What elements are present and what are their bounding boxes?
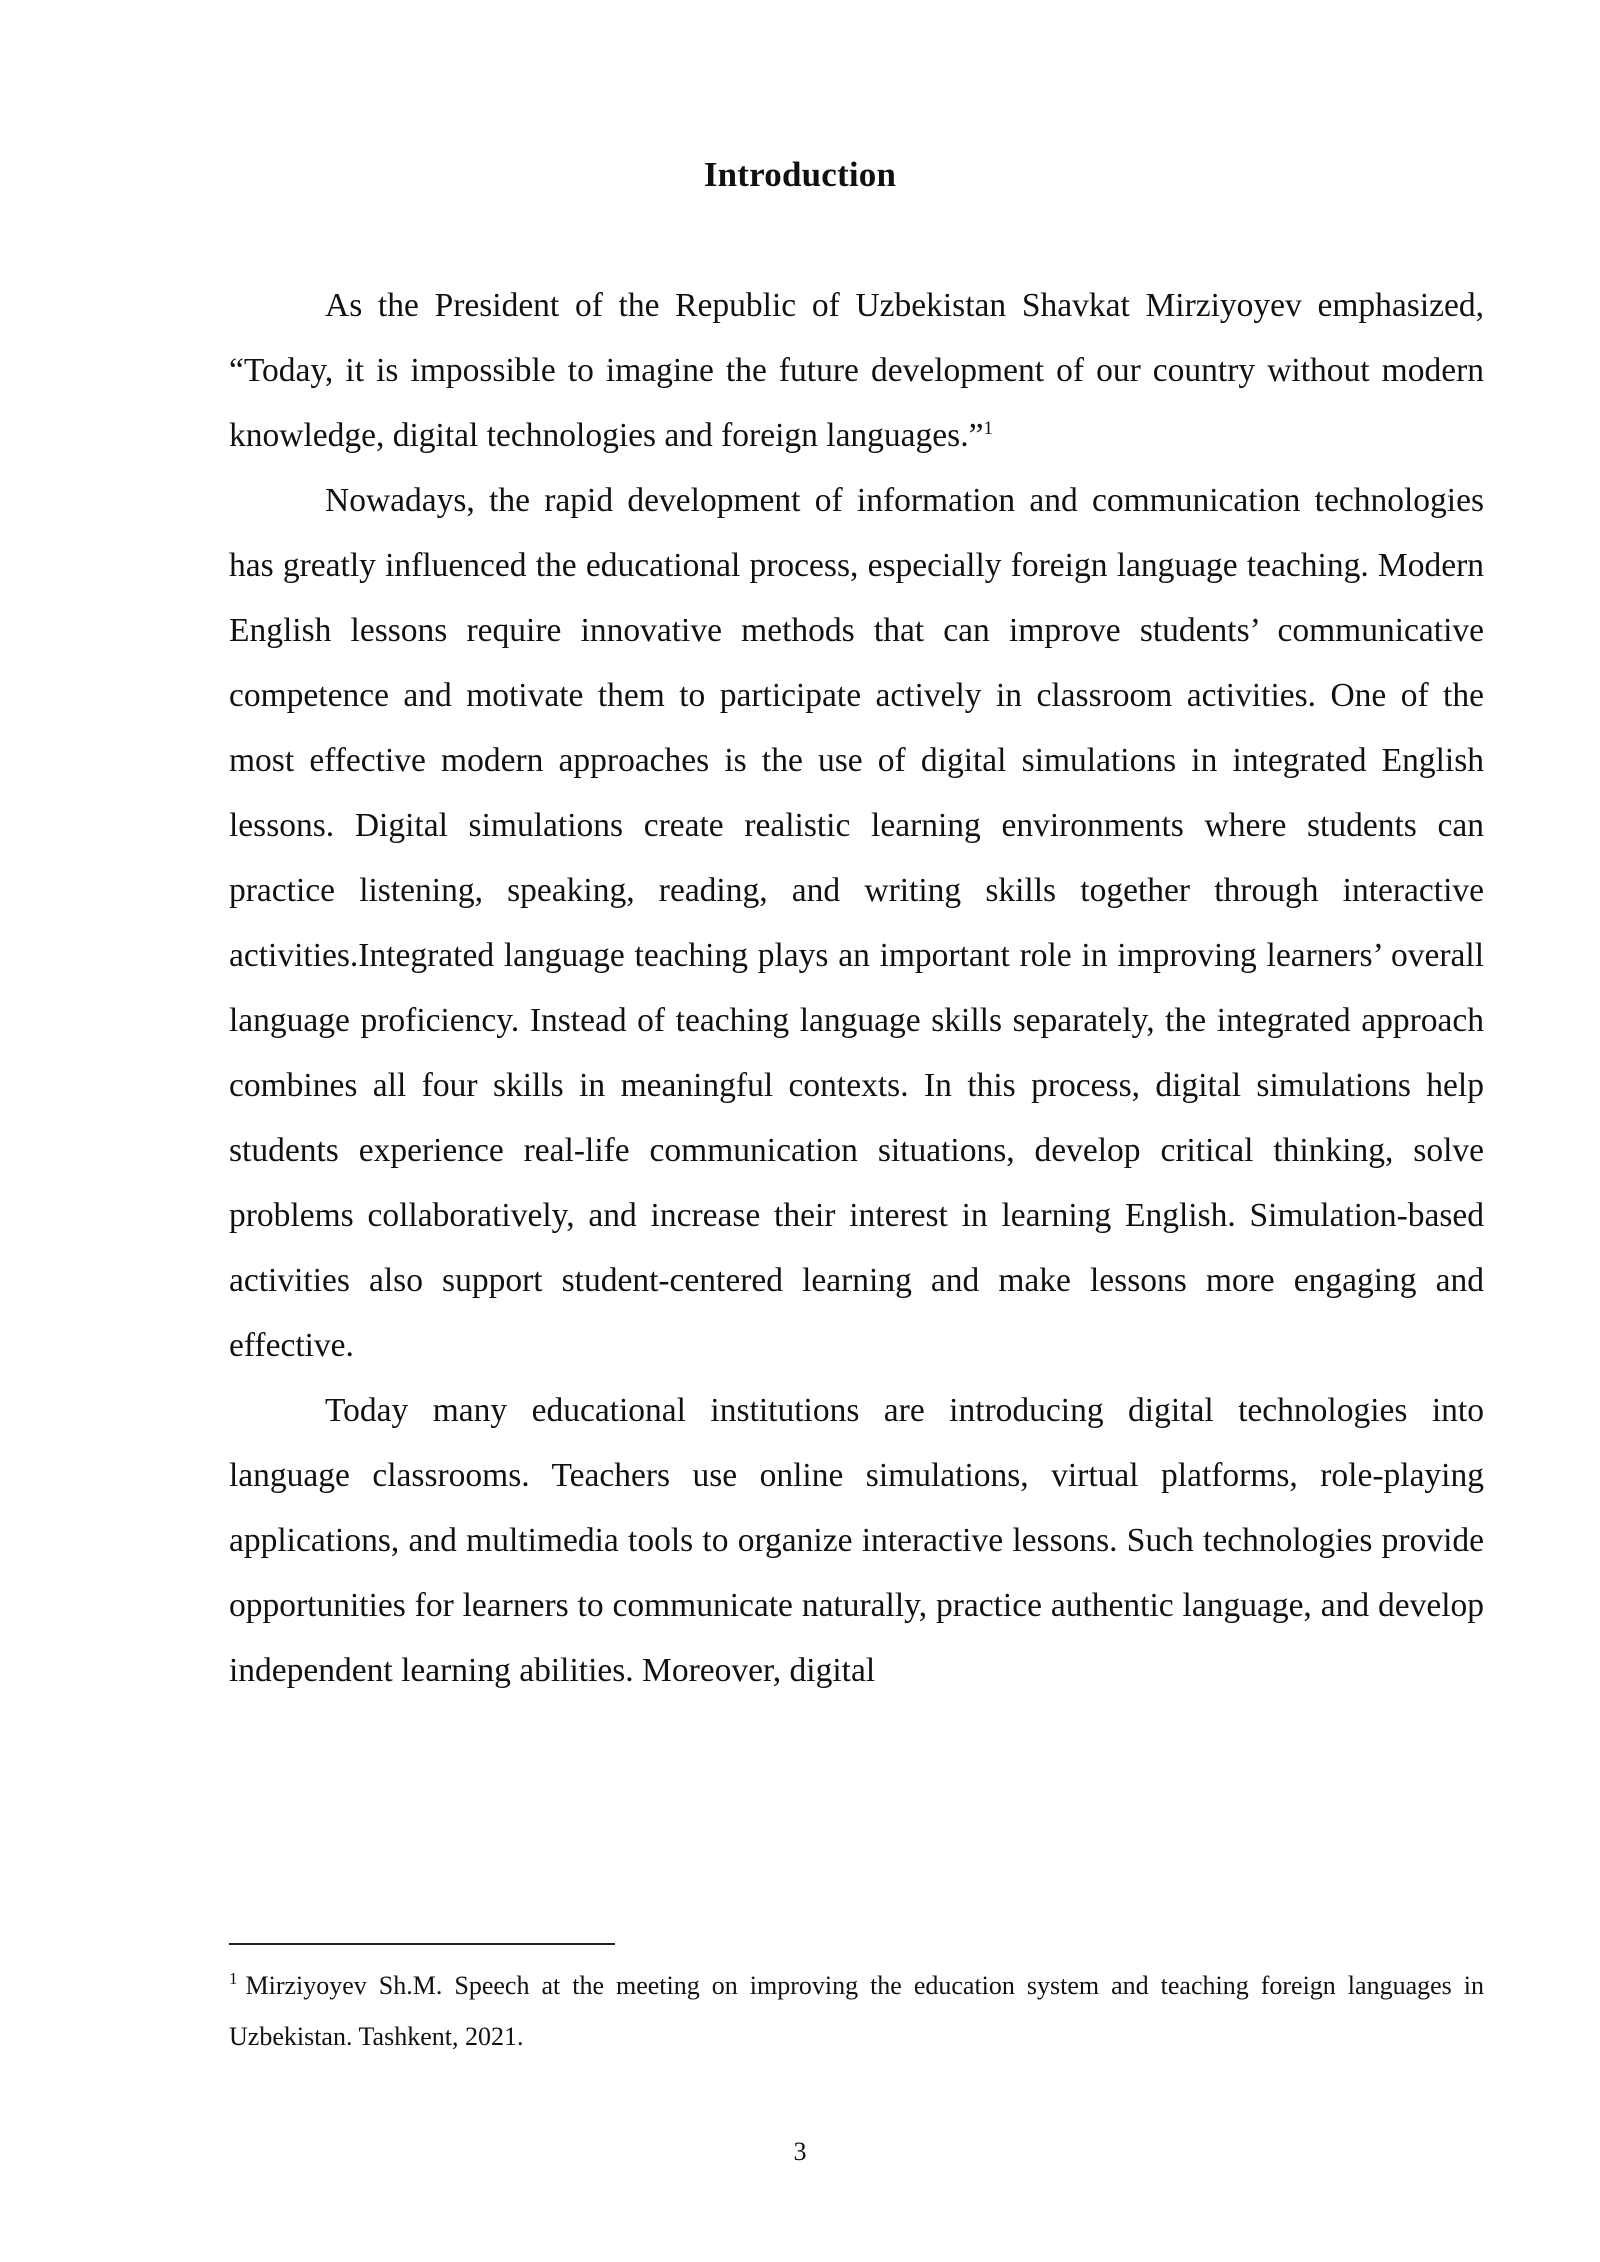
paragraph-2 xyxy=(229,468,1484,1378)
paragraph-1 xyxy=(229,273,1484,468)
footnote-separator xyxy=(229,1943,615,1945)
footnote-mark: 1 xyxy=(229,1969,238,1989)
paragraph-3 xyxy=(229,1378,1484,1703)
paragraph-3-text: Today many educational institutions are introducing digital technologies into language classrooms. Teachers use online simulations, virtual platforms, role-playing applications, and multimedia tools to organize interactive lessons. Such technologies provide opportunities for learners to communicate naturally, practice authentic language, and develop independent learning abilities. Moreover, digital xyxy=(229,1392,1484,1689)
footnote-reference[interactable]: 1 xyxy=(983,417,993,439)
paragraph-1-text: As the President of the Republic of Uzbekistan Shavkat Mirziyoyev emphasized, “Today, it is impossible to imagine the future development of our country without modern knowledge, digital technologies and foreign languages.” xyxy=(229,287,1484,454)
section-title: Introduction xyxy=(703,155,897,194)
paragraph-2-text: Nowadays, the rapid development of information and communication technologies has greatly influenced the educational process, especially foreign language teaching. Modern English lessons require innovative methods that can improve students’ communicative competence and motivate them to participate actively in classroom activities. One of the most effective modern approaches is the use of digital simulations in integrated English lessons. Digital simulations create realistic learning environments where students can practice listening, speaking, reading, and writing skills together through interactive activities.Integrated language teaching plays an important role in improving learners’ overall language proficiency. Instead of teaching language skills separately, the integrated approach combines all four skills in meaningful contexts. In this process, digital simulations help students experience real-life communication situations, develop critical thinking, solve problems collaboratively, and increase their interest in learning English. Simulation-based activities also support student-centered learning and make lessons more engaging and effective. xyxy=(229,482,1484,1364)
footnote xyxy=(229,1960,1484,2062)
page-number: 3 xyxy=(793,2137,807,2166)
footnote-text: Mirziyoyev Sh.M. Speech at the meeting on improving the education system and teaching foreign languages in Uzbekistan. Tashkent, 2021. xyxy=(229,1971,1484,2051)
body-text xyxy=(229,273,1484,1703)
